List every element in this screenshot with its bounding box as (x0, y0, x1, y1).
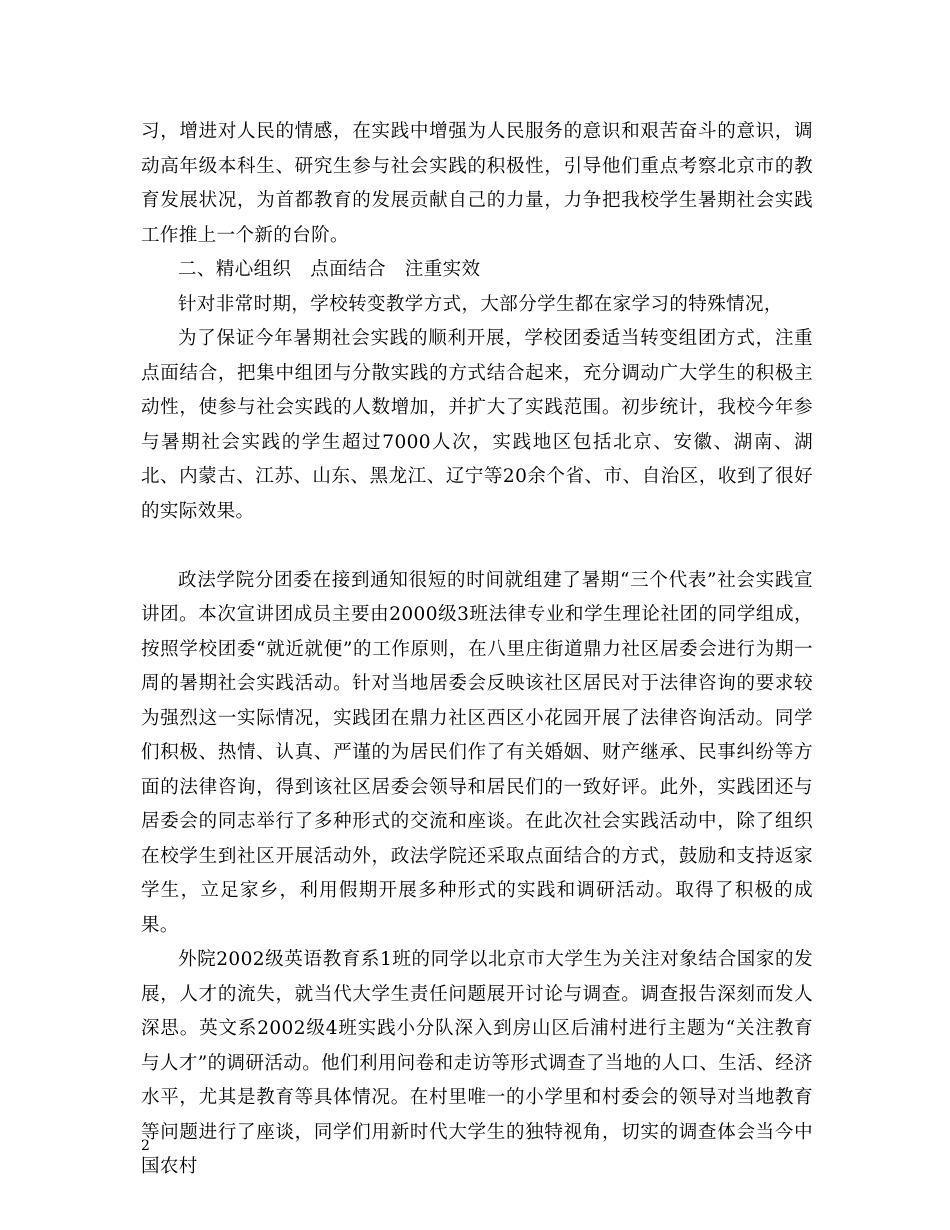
page-number: 2 (141, 1138, 150, 1154)
paragraph-5: 外院2002级英语教育系1班的同学以北京市大学生为关注对象结合国家的发展，人才的流失，就当代大学生责任问题展开讨论与调查。调查报告深刻而发人深思。英文系2002级4班实践小分队深入到房山区后浦村进行主题为“关注教育与人才”的调研活动。他们利用问卷和走访等形式调查了当地的人口、生活、经济水平，尤其是教育等具体情况。在村里唯一的小学里和村委会的领导对当地教育等问题进行了座谈，同学们用新时代大学生的独特视角，切实的调查体会当今中国农村 (141, 949, 813, 1177)
blank-line (141, 529, 813, 564)
document-body (141, 115, 813, 1185)
paragraph-3: 为了保证今年暑期社会实践的顺利开展，学校团委适当转变组团方式，注重点面结合，把集中组团与分散实践的方式结合起来，充分调动广大学生的积极主动性，使参与社会实践的人数增加，并扩大了实践范围。初步统计，我校今年参与暑期社会实践的学生超过7000人次，实践地区包括北京、安徽、湖南、湖北、内蒙古、江苏、山东、黑龙江、辽宁等20余个省、市、自治区，收到了很好的实际效果。 (141, 328, 813, 522)
paragraph-1: 习，增进对人民的情感，在实践中增强为人民服务的意识和艰苦奋斗的意识，调动高年级本科生、研究生参与社会实践的积极性，引导他们重点考察北京市的教育发展状况，为首都教育的发展贡献自己的力量，力争把我校学生暑期社会实践工作推上一个新的台阶。 (141, 121, 813, 246)
section-heading: 二、精心组织 点面结合 注重实效 (178, 259, 481, 280)
paragraph-4: 政法学院分团委在接到通知很短的时间就组建了暑期“三个代表”社会实践宣讲团。本次宣讲团成员主要由2000级3班法律专业和学生理论社团的同学组成，按照学校团委“就近就便”的工作原则，在八里庄街道鼎力社区居委会进行为期一周的暑期社会实践活动。针对当地居委会反映该社区居民对于法律咨询的要求较为强烈这一实际情况，实践团在鼎力社区西区小花园开展了法律咨询活动。同学们积极、热情、认真、严谨的为居民们作了有关婚姻、财产继承、民事纠纷等方面的法律咨询，得到该社区居委会领导和居民们的一致好评。此外，实践团还与居委会的同志举行了多种形式的交流和座谈。在此次社会实践活动中，除了组织在校学生到社区开展活动外，政法学院还采取点面结合的方式，鼓励和支持返家学生，立足家乡，利用假期开展多种形式的实践和调研活动。取得了积极的成果。 (141, 569, 813, 936)
paragraph-2: 针对非常时期，学校转变教学方式，大部分学生都在家学习的特殊情况， (178, 293, 783, 315)
